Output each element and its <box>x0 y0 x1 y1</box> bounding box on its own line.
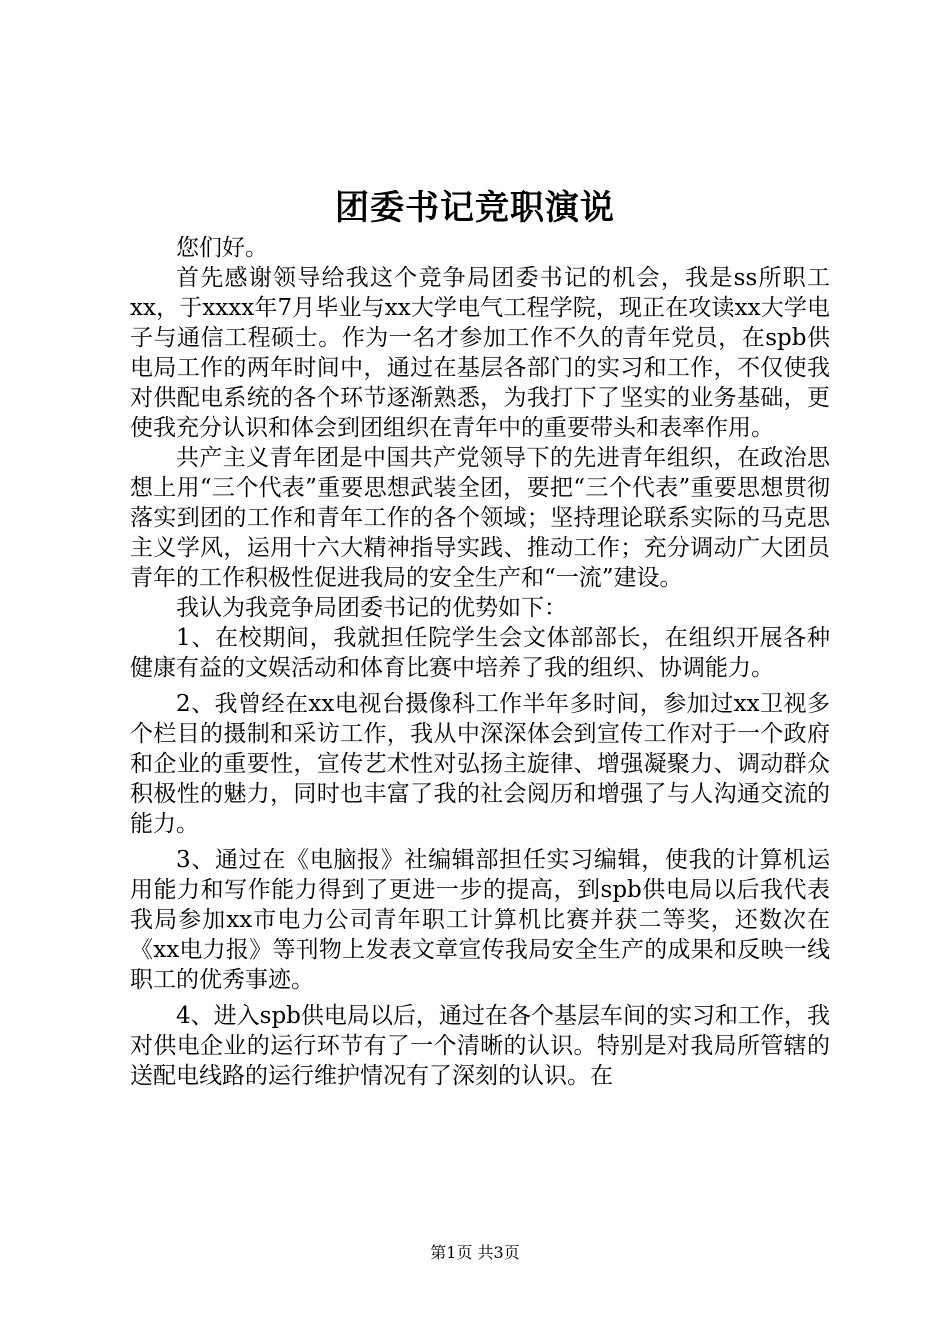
paragraph-advantages-intro: 我认为我竞争局团委书记的优势如下： <box>176 595 567 621</box>
document-title: 团委书记竞职演说 <box>335 188 615 228</box>
paragraph-advantage-4: 4、进入spb供电局以后，通过在各个基层车间的实习和工作，我对供电企业的运行环节有了一个清晰的认识。特别是对我局所管辖的送配电线路的运行维护情况有了深刻的认识。在 <box>130 1003 830 1089</box>
paragraph-advantage-1: 1、在校期间，我就担任院学生会文体部部长，在组织开展各种健康有益的文娱活动和体育比赛中培养了我的组织、协调能力。 <box>130 625 830 681</box>
paragraph-advantage-3: 3、通过在《电脑报》社编辑部担任实习编辑，使我的计算机运用能力和写作能力得到了更进一步的提高，到spb供电局以后我代表我局参加xx市电力公司青年职工计算机比赛并获二等奖，还数次在《xx电力报》等刊物上发表文章宣传我局安全生产的成果和反映一线职工的优秀事迹。 <box>130 847 830 993</box>
paragraph-youth-league: 共产主义青年团是中国共产党领导下的先进青年组织，在政治思想上用“三个代表”重要思想武装全团，要把“三个代表”重要思想贯彻落实到团的工作和青年工作的各个领域；坚持理论联系实际的马克思主义学风，运用十六大精神指导实践、推动工作；充分调动广大团员青年的工作积极性促进我局的安全生产和“一流”建设。 <box>130 445 830 591</box>
paragraph-advantage-2: 2、我曾经在xx电视台摄像科工作半年多时间，参加过xx卫视多个栏目的摄制和采访工作，我从中深深体会到宣传工作对于一个政府和企业的重要性，宣传艺术性对弘扬主旋律、增强凝聚力、调动群众积极性的魅力，同时也丰富了我的社会阅历和增强了与人沟通交流的能力。 <box>130 691 830 837</box>
document-body <box>130 233 830 1091</box>
page-number-footer: 第1页 共3页 <box>430 1243 520 1262</box>
paragraph-greeting: 您们好。 <box>176 235 268 261</box>
paragraph-introduction: 首先感谢领导给我这个竞争局团委书记的机会，我是ss所职工xx，于xxxx年7月毕业与xx大学电气工程学院，现正在攻读xx大学电子与通信工程硕士。作为一名才参加工作不久的青年党员，在spb供电局工作的两年时间中，通过在基层各部门的实习和工作，不仅使我对供配电系统的各个环节逐渐熟悉，为我打下了坚实的业务基础，更使我充分认识和体会到团组织在青年中的重要带头和表率作用。 <box>130 265 830 441</box>
